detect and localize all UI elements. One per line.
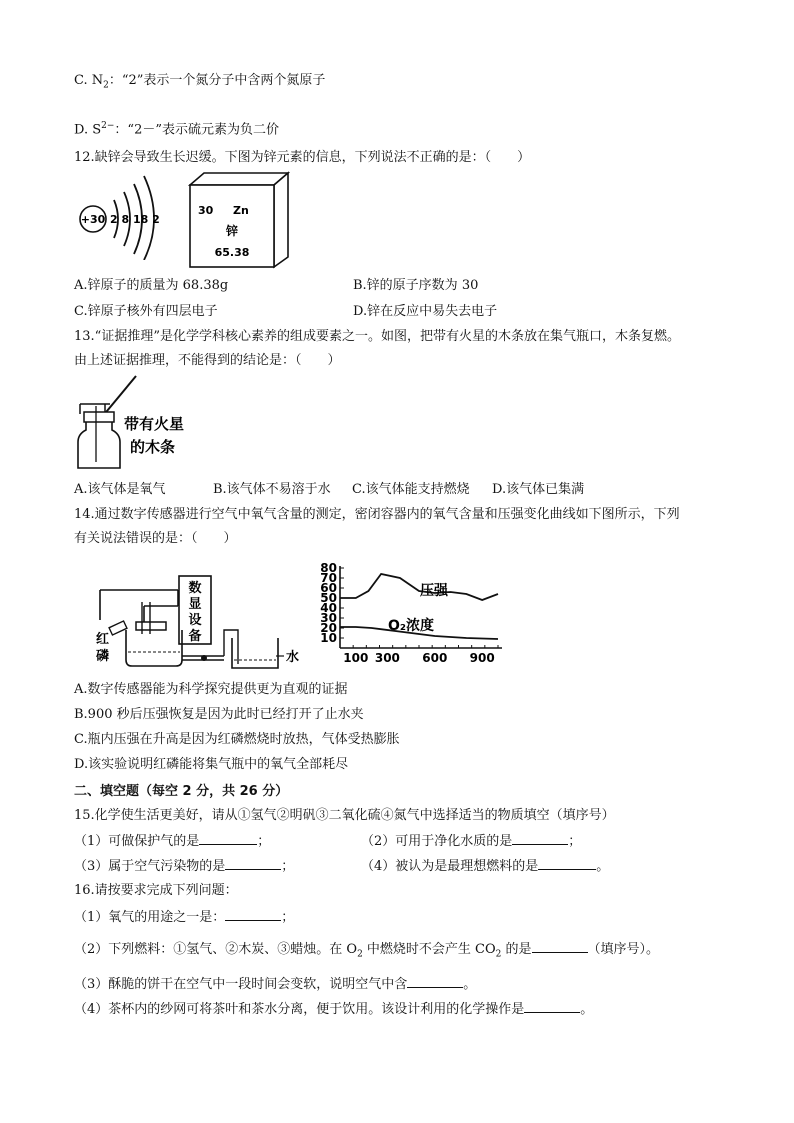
y-tick-label: 70	[320, 571, 337, 585]
q15-part1: （1）可做保护气的是 ；	[74, 834, 271, 849]
cell-symbol: Zn	[233, 204, 249, 217]
red-phosphorus-label-2: 磷	[96, 649, 110, 664]
q14-option-a: A.数字传感器能为科学探究提供更为直观的证据	[74, 682, 348, 697]
answer-blank[interactable]	[512, 832, 568, 845]
q13-option-d: D.该气体已集满	[492, 482, 585, 497]
y-tick-label: 80	[320, 562, 337, 575]
q12-option-c: C.锌原子核外有四层电子	[74, 304, 218, 319]
q16-part2: （2）下列燃料：①氢气、②木炭、③蜡烛。在 $O_2$ 中燃烧时不会产生 $CO_2$ 的是 （填序号）。	[74, 942, 660, 960]
y-tick-label: 20	[320, 621, 337, 635]
q16-part1: （1）氧气的用途之一是： ；	[74, 910, 295, 925]
o2-series-label: O₂浓度	[388, 618, 435, 634]
q14-stem-line2: 有关说法错误的是：（ ）	[74, 531, 237, 546]
y-tick-label: 30	[320, 611, 337, 625]
q12-option-a: A.锌原子的质量为 68.38g	[74, 278, 229, 293]
answer-blank[interactable]	[407, 975, 463, 988]
pressure-series-label: 压强	[420, 583, 448, 599]
q16-part4: （4）茶杯内的纱网可将茶叶和茶水分离，便于饮用。该设计利用的化学操作是 。	[74, 1002, 594, 1017]
y-tick-label: 10	[320, 631, 337, 645]
q12-option-b: B.锌的原子序数为 30	[353, 278, 479, 293]
device-label-1: 数	[188, 581, 202, 596]
q12-stem: 12.缺锌会导致生长迟缓。下图为锌元素的信息，下列说法不正确的是：（ ）	[74, 150, 531, 165]
y-tick-label: 50	[320, 591, 337, 605]
q11-option-c: C. $N_2$：“2”表示一个氮分子中含两个氮原子	[74, 73, 326, 91]
q13-option-b: B.该气体不易溶于水	[213, 482, 331, 497]
q15-part4: （4）被认为是最理想燃料的是 。	[361, 859, 610, 874]
red-phosphorus-label-1: 红	[96, 632, 110, 647]
cell-atomic-number: 30	[198, 204, 214, 217]
answer-blank[interactable]	[199, 832, 257, 845]
apparatus-diagram	[92, 572, 307, 672]
cell-atomic-mass: 65.38	[214, 246, 250, 259]
q15-part3: （3）属于空气污染物的是 ；	[74, 859, 295, 874]
y-tick-label: 40	[320, 601, 337, 615]
q14-stem-line1: 14.通过数字传感器进行空气中氧气含量的测定，密闭容器内的氧气含量和压强变化曲线如下图所示，下列	[74, 507, 680, 522]
splint-label-line1: 带有火星	[124, 415, 185, 433]
water-label: 水	[286, 650, 300, 665]
q11-option-d: D. $S^{2-}$：“2－”表示硫元素为负二价	[74, 121, 279, 138]
y-tick-label: 60	[320, 581, 337, 595]
pressure-series-line	[340, 574, 498, 600]
pressure-o2-chart	[308, 562, 508, 666]
splint-label-line2: 的木条	[130, 438, 176, 456]
x-tick-label: 600	[422, 651, 448, 665]
q16-stem: 16.请按要求完成下列问题：	[74, 883, 238, 898]
q13-stem-line1: 13.“证据推理”是化学学科核心素养的组成要素之一。如图，把带有火星的木条放在集气瓶口，木条复燃。	[74, 329, 680, 344]
device-label-3: 设	[188, 613, 202, 628]
q14-option-b: B.900 秒后压强恢复是因为此时已经打开了止水夹	[74, 707, 364, 722]
device-label-2: 显	[188, 597, 202, 612]
atom-nucleus: +30	[80, 213, 106, 226]
answer-blank[interactable]	[524, 1000, 580, 1013]
q15-stem: 15.化学使生活更美好，请从①氢气②明矾③二氧化硫④氮气中选择适当的物质填空（填序号）	[74, 808, 615, 823]
answer-blank[interactable]	[532, 940, 588, 953]
q15-part2: （2）可用于净化水质的是 ；	[361, 834, 582, 849]
q13-option-c: C.该气体能支持燃烧	[352, 482, 470, 497]
element-cell-box	[188, 171, 290, 269]
answer-blank[interactable]	[538, 857, 596, 870]
q12-option-d: D.锌在反应中易失去电子	[353, 304, 498, 319]
atom-shells: 2 8 18 2	[110, 213, 160, 226]
atom-structure-diagram	[74, 170, 174, 260]
x-tick-label: 300	[374, 651, 400, 665]
answer-blank[interactable]	[225, 908, 281, 921]
q14-option-d: D.该实验说明红磷能将集气瓶中的氧气全部耗尽	[74, 757, 349, 772]
cell-element-name: 锌	[225, 224, 239, 238]
section-2-heading: 二、填空题（每空 2 分，共 26 分）	[74, 784, 289, 799]
q13-option-a: A.该气体是氧气	[74, 482, 166, 497]
q13-stem-line2: 由上述证据推理，不能得到的结论是：（ ）	[74, 353, 341, 368]
q16-part3: （3）酥脆的饼干在空气中一段时间会变软，说明空气中含 。	[74, 977, 477, 992]
gas-bottle-diagram	[74, 372, 204, 474]
device-label-4: 备	[188, 629, 202, 644]
x-tick-label: 100	[343, 651, 369, 665]
q14-option-c: C.瓶内压强在升高是因为红磷燃烧时放热，气体受热膨胀	[74, 732, 400, 747]
x-tick-label: 900	[469, 651, 495, 665]
answer-blank[interactable]	[225, 857, 281, 870]
